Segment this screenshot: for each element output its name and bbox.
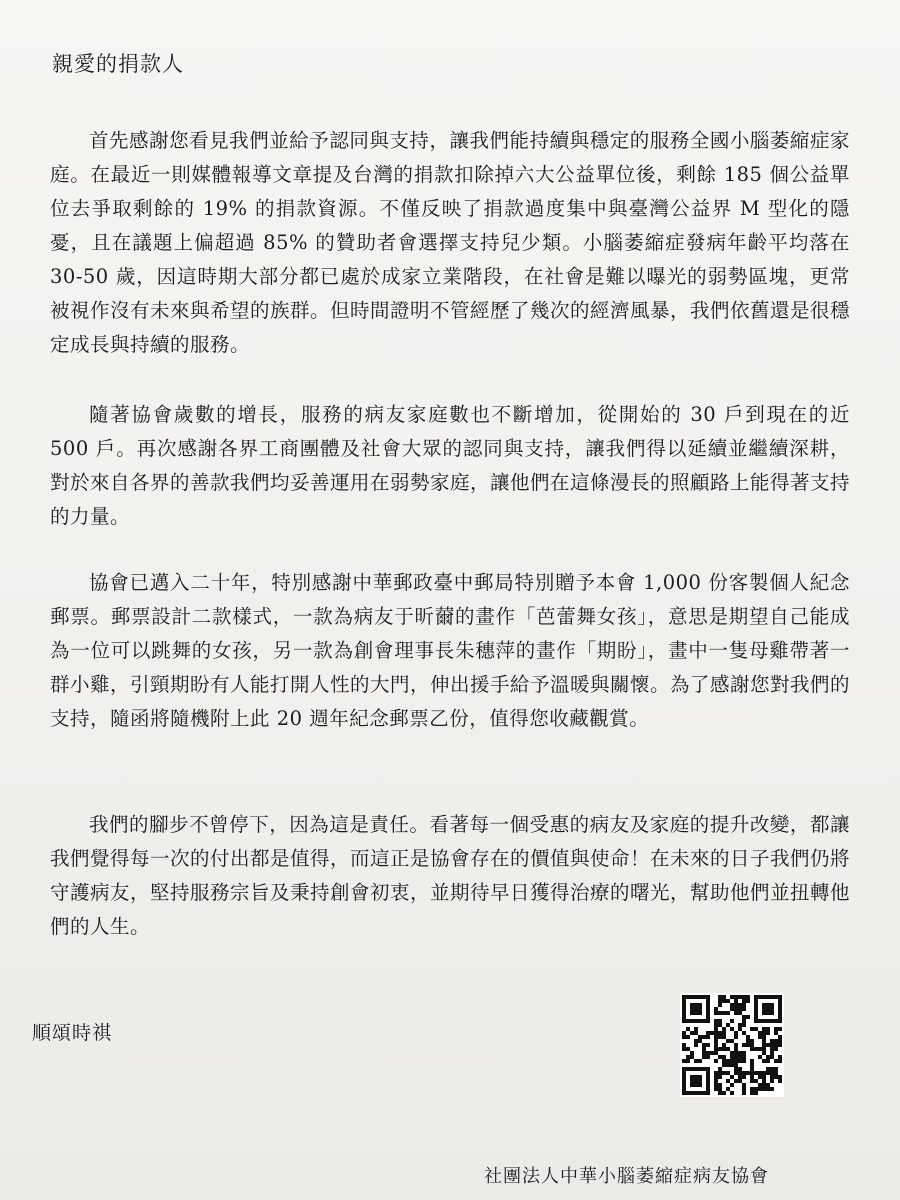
closing-greeting: 順頌時祺 — [32, 1022, 113, 1044]
salutation: 親愛的捐款人 — [52, 52, 184, 76]
qr-code-icon — [680, 993, 784, 1097]
organization-signature: 社團法人中華小腦萎縮症病友協會 — [484, 1166, 769, 1187]
paragraph-2: 隨著協會歲數的增長，服務的病友家庭數也不斷增加，從開始的 30 戶到現在的近 500 戶。再次感謝各界工商團體及社會大眾的認同與支持，讓我們得以延續並繼續深耕，對於來自各界的善款我們均妥善運用在弱勢家庭，讓他們在這條漫長的照顧路上能得著支持的力量。 — [50, 403, 851, 528]
paragraph-1: 首先感謝您看見我們並給予認同與支持，讓我們能持續與穩定的服務全國小腦萎縮症家庭。在最近一則媒體報導文章提及台灣的捐款扣除掉六大公益單位後，剩餘 185 個公益單位去爭取剩餘的 19% 的捐款資源。不僅反映了捐款過度集中與臺灣公益界 M 型化的隱憂，且在議題上偏超過 85% 的贊助者會選擇支持兒少類。小腦萎縮症發病年齡平均落在 30-50 歲，因這時期大部分都已處於成家立業階段，在社會是難以曝光的弱勢區塊，更常被視作沒有未來與希望的族群。但時間證明不管經歷了幾次的經濟風暴，我們依舊還是很穩定成長與持續的服務。 — [50, 129, 851, 356]
paragraph-4: 我們的腳步不曾停下，因為這是責任。看著每一個受惠的病友及家庭的提升改變，都讓我們覺得每一次的付出都是值得，而這正是協會存在的價值與使命！在未來的日子我們仍將守護病友，堅持服務宗旨及秉持創會初衷，並期待早日獲得治療的曙光，幫助他們並扭轉他們的人生。 — [50, 813, 851, 938]
paragraph-3: 協會已邁入二十年，特別感謝中華郵政臺中郵局特別贈予本會 1,000 份客製個人紀念郵票。郵票設計二款樣式，一款為病友于昕薾的畫作「芭蕾舞女孩」，意思是期望自己能成為一位可以跳舞的女孩，另一款為創會理事長朱穗萍的畫作「期盼」，畫中一隻母雞帶著一群小雞，引頸期盼有人能打開人性的大門，伸出援手給予溫暖與關懷。為了感謝您對我們的支持，隨函將隨機附上此 20 週年紀念郵票乙份，值得您收藏觀賞。 — [50, 571, 851, 730]
qr-code-graphic — [680, 993, 784, 1097]
